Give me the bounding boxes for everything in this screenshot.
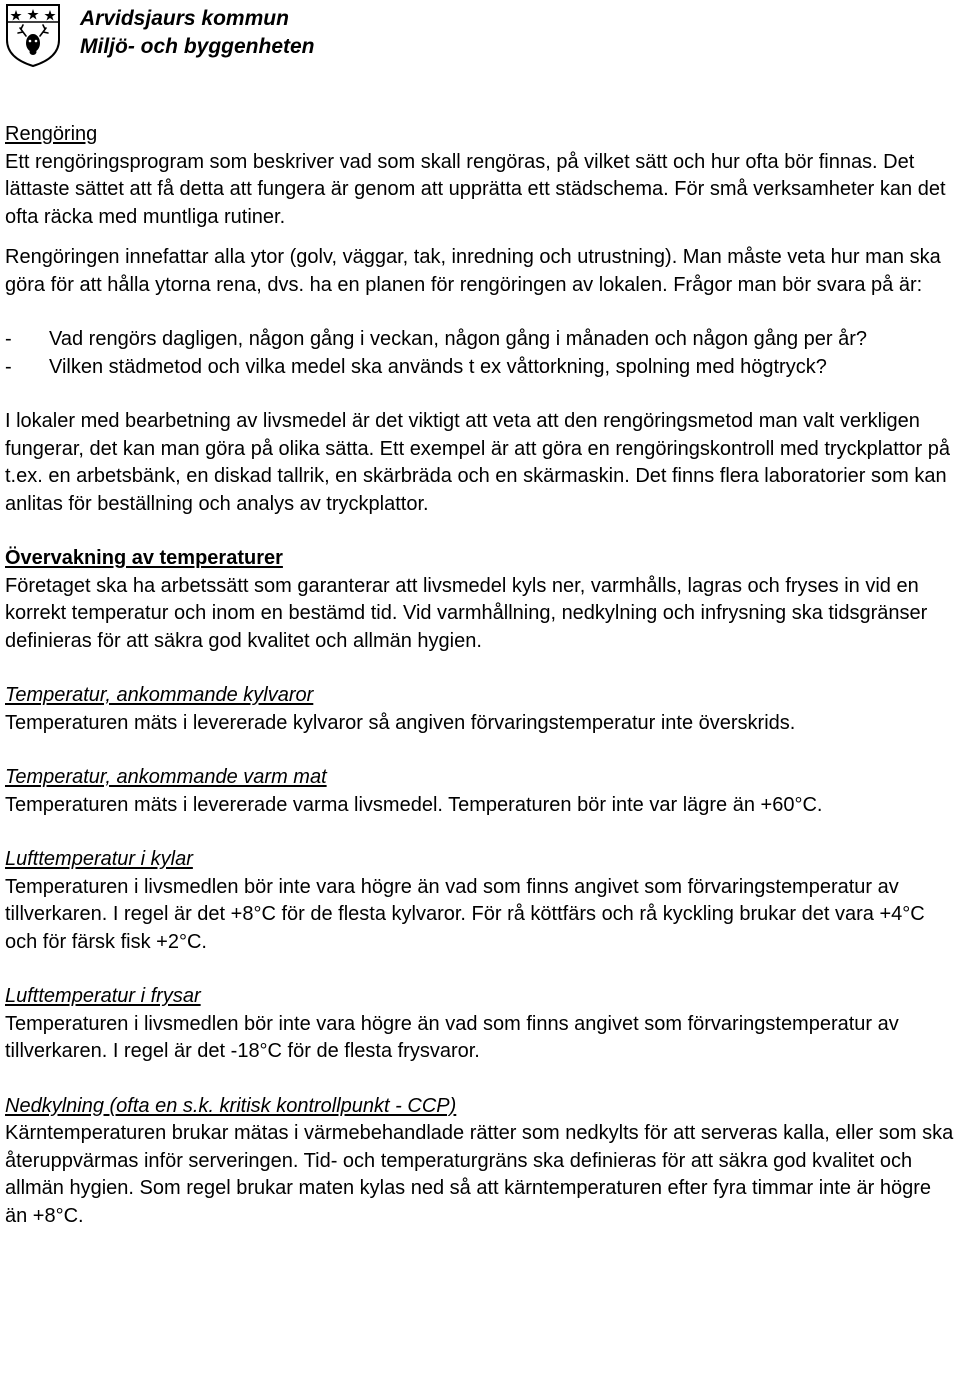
heading-kylvaror: Temperatur, ankommande kylvaror (5, 684, 314, 706)
heading-kylar: Lufttemperatur i kylar (5, 848, 193, 870)
list-item-text: Vilken städmetod och vilka medel ska används t ex våttorkning, spolning med högtryck? (49, 355, 827, 378)
list-item (5, 354, 957, 382)
heading-rengoring: Rengöring (5, 123, 98, 145)
document-body (5, 121, 957, 1230)
coat-of-arms-icon (4, 2, 62, 68)
list-item-text: Vad rengörs dagligen, någon gång i veckan, någon gång i månaden och någon gång per år? (49, 328, 868, 350)
rengoring-paragraph-3: I lokaler med bearbetning av livsmedel är det viktigt att veta att den rengöringsmetod man valt verkligen fungerar, det kan man göra på olika sätta. Ett exempel är att göra en rengöringskontroll med tryckplattor på t.ex. en arbetsbänk, en diskad tallrik, en skärbräda och en skärmaskin. Det finns flera laboratorier som kan anlitas för beställning och analys av tryckplattor. (5, 410, 950, 515)
overvakning-paragraph: Företaget ska ha arbetssätt som garanterar att livsmedel kyls ner, varmhålls, lagras och fryses in vid en korrekt temperatur och inom en bestämd tid. Vid varmhållning, nedkylning och infrysning ska tidsgränser definieras för att säkra god kvalitet och allmän hygien. (5, 574, 928, 652)
org-line-1: Arvidsjaurs kommun (80, 7, 289, 30)
nedkylning-text: Kärntemperaturen brukar mätas i värmebehandlade rätter som nedkylts för att serveras kalla, eller som ska återuppvärmas inför serveringen. Tid- och temperaturgräns ska definieras för att säkra god kvalitet och allmän hygien. Som regel brukar maten kylas ned så att kärntemperaturen efter fyra timmar inte är högre än +8°C. (5, 1122, 954, 1227)
kylar-text: Temperaturen i livsmedlen bör inte vara högre än vad som finns angivet som förvaringstemperatur av tillverkaren. I regel är det +8°C för de flesta kylvaror. För rå köttfärs och rå kyckling brukar det vara +4°C och för färsk fisk +2°C. (5, 875, 925, 953)
heading-nedkylning: Nedkylning (ofta en s.k. kritisk kontrollpunkt - CCP) (5, 1094, 457, 1117)
kylvaror-text: Temperaturen mäts i levererade kylvaror så angiven förvaringstemperatur inte överskrids. (5, 711, 796, 734)
varm-mat-text: Temperaturen mäts i levererade varma livsmedel. Temperaturen bör inte var lägre än +60°C. (5, 793, 823, 816)
organization-name (80, 5, 315, 61)
list-marker: - (5, 355, 12, 378)
list-marker: - (5, 328, 12, 350)
list-item (5, 326, 957, 354)
org-line-2: Miljö- och byggenheten (80, 35, 315, 58)
heading-overvakning: Övervakning av temperaturer (5, 547, 283, 569)
frysar-text: Temperaturen i livsmedlen bör inte vara högre än vad som finns angivet som förvaringstemperatur av tillverkaren. I regel är det -18°C för de flesta frysvaror. (5, 1012, 899, 1062)
heading-frysar: Lufttemperatur i frysar (5, 985, 201, 1007)
rengoring-paragraph-1: Ett rengöringsprogram som beskriver vad som skall rengöras, på vilket sätt och hur ofta bör finnas. Det lättaste sättet att få detta att fungera är genom att upprätta ett städschema. För små verksamheter kan det ofta räcka med muntliga rutiner. (5, 150, 946, 228)
heading-varm-mat: Temperatur, ankommande varm mat (5, 766, 327, 788)
rengoring-paragraph-2: Rengöringen innefattar alla ytor (golv, väggar, tak, inredning och utrustning). Man måste veta hur man ska göra för att hålla ytorna rena, dvs. ha en planen för rengöringen av lokalen. Frågor man bör svara på är: (5, 246, 941, 296)
